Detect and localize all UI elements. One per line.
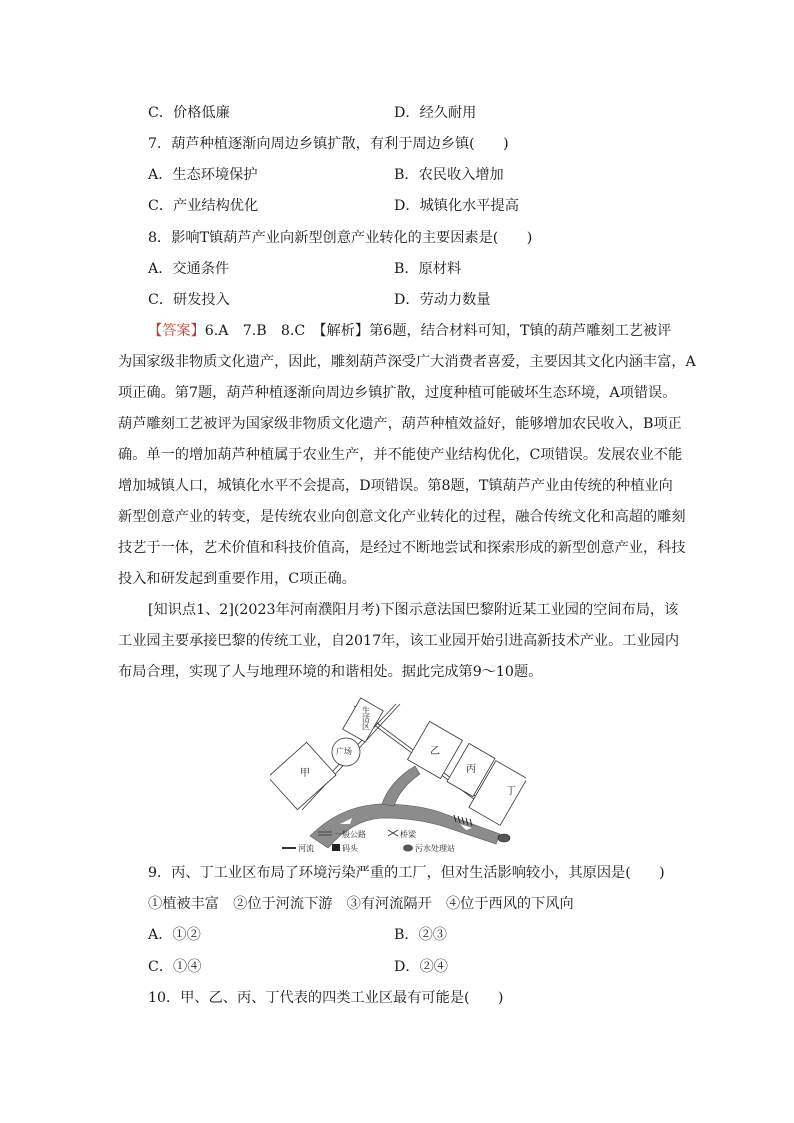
answer-line: 新型创意产业的转变，是传统农业向创意文化产业转化的过程，融合传统文化和高超的雕刻 [118, 509, 686, 525]
answer-first-line [148, 321, 671, 341]
legend-bridge-icon [388, 830, 398, 836]
q7-option-a: A．生态环境保护 [148, 167, 258, 183]
q8-option-d: D．劳动力数量 [394, 292, 491, 308]
label-living: 生活区 [361, 706, 371, 730]
q6-option-d: D．经久耐用 [394, 105, 477, 121]
legend-dock-icon [332, 844, 340, 851]
legend-river: 河流 [298, 844, 314, 853]
answer-line: 确。单一的增加葫芦种植属于农业生产，并不能使产业结构优化，C项错误。发展农业不能 [118, 447, 683, 463]
q9-option-a: A．①② [148, 927, 201, 943]
answer-line: 投入和研发起到重要作用，C项正确。 [118, 571, 356, 587]
q9-option-b: B．②③ [394, 927, 447, 943]
q8-stem: 8．影响T镇葫芦产业向新型创意产业转化的主要因素是( ) [148, 230, 533, 246]
answer-line: 项正确。第7题，葫芦种植逐渐向周边乡镇扩散，过度种植可能破坏生态环境，A项错误。 [118, 385, 677, 401]
legend-sewage: 污水处理站 [415, 844, 455, 853]
q9-option-d: D．②④ [394, 959, 448, 975]
q7-option-c: C．产业结构优化 [148, 198, 259, 214]
answer-line: 技艺于一体，艺术价值和科技价值高，是经过不断地尝试和探索形成的新型创意产业，科技 [118, 540, 686, 556]
legend-dock: 码头 [342, 844, 358, 853]
label-jia: 甲 [300, 768, 310, 779]
sewage-station [498, 834, 510, 842]
label-ding: 丁 [506, 786, 516, 797]
river-branch [382, 766, 420, 806]
q9-stem: 9．丙、丁工业区布局了环境污染严重的工厂，但对生活影响较小，其原因是( ) [148, 865, 665, 881]
legend [282, 829, 455, 853]
intro-line: 工业园主要承接巴黎的传统工业，自2017年，该工业园开始引进高新技术产业。工业园内 [118, 633, 680, 649]
answer-line: 葫芦雕刻工艺被评为国家级非物质文化遗产，葫芦种植效益好，能够增加农民收入，B项正 [118, 416, 682, 432]
q8-option-c: C．研发投入 [148, 292, 230, 308]
legend-bridge: 桥梁 [400, 830, 416, 839]
label-yi: 乙 [430, 746, 440, 757]
answer-line: 为国家级非物质文化遗产，因此，雕刻葫芦深受广大消费者喜爱，主要因其文化内涵丰富，A [118, 354, 696, 370]
q9-statements: ①植被丰富 ②位于河流下游 ③有河流隔开 ④位于西风的下风向 [148, 896, 574, 912]
answer-line: 增加城镇人口，城镇化水平不会提高，D项错误。第8题，T镇葫芦产业由传统的种植业向 [118, 478, 673, 494]
intro-line: [知识点1、2](2023年河南濮阳月考)下图示意法国巴黎附近某工业园的空间布局，该 [148, 602, 679, 618]
q7-option-b: B．农民收入增加 [394, 167, 504, 183]
q6-option-c: C．价格低廉 [148, 105, 230, 121]
q8-option-b: B．原材料 [394, 261, 462, 277]
q9-option-c: C．①④ [148, 959, 202, 975]
answer-tag: 【答案】 [148, 323, 205, 339]
label-bing: 丙 [466, 764, 476, 775]
q10-stem: 10．甲、乙、丙、丁代表的四类工业区最有可能是( ) [148, 990, 504, 1006]
q8-option-a: A．交通条件 [148, 261, 230, 277]
q7-option-d: D．城镇化水平提高 [394, 198, 519, 214]
answer-line-1: 6.A 7.B 8.C 【解析】第6题，结合材料可知，T镇的葫芦雕刻工艺被评 [204, 323, 672, 339]
q7-stem: 7．葫芦种植逐渐向周边乡镇扩散，有利于周边乡镇( ) [148, 136, 509, 152]
legend-road: 一般公路 [334, 830, 366, 839]
intro-line: 布局合理，实现了人与地理环境的和谐相处。据此完成第9～10题。 [118, 664, 543, 680]
industrial-park-map [270, 696, 526, 856]
label-plaza: 广场 [336, 747, 352, 756]
legend-sewage-icon [403, 845, 413, 852]
